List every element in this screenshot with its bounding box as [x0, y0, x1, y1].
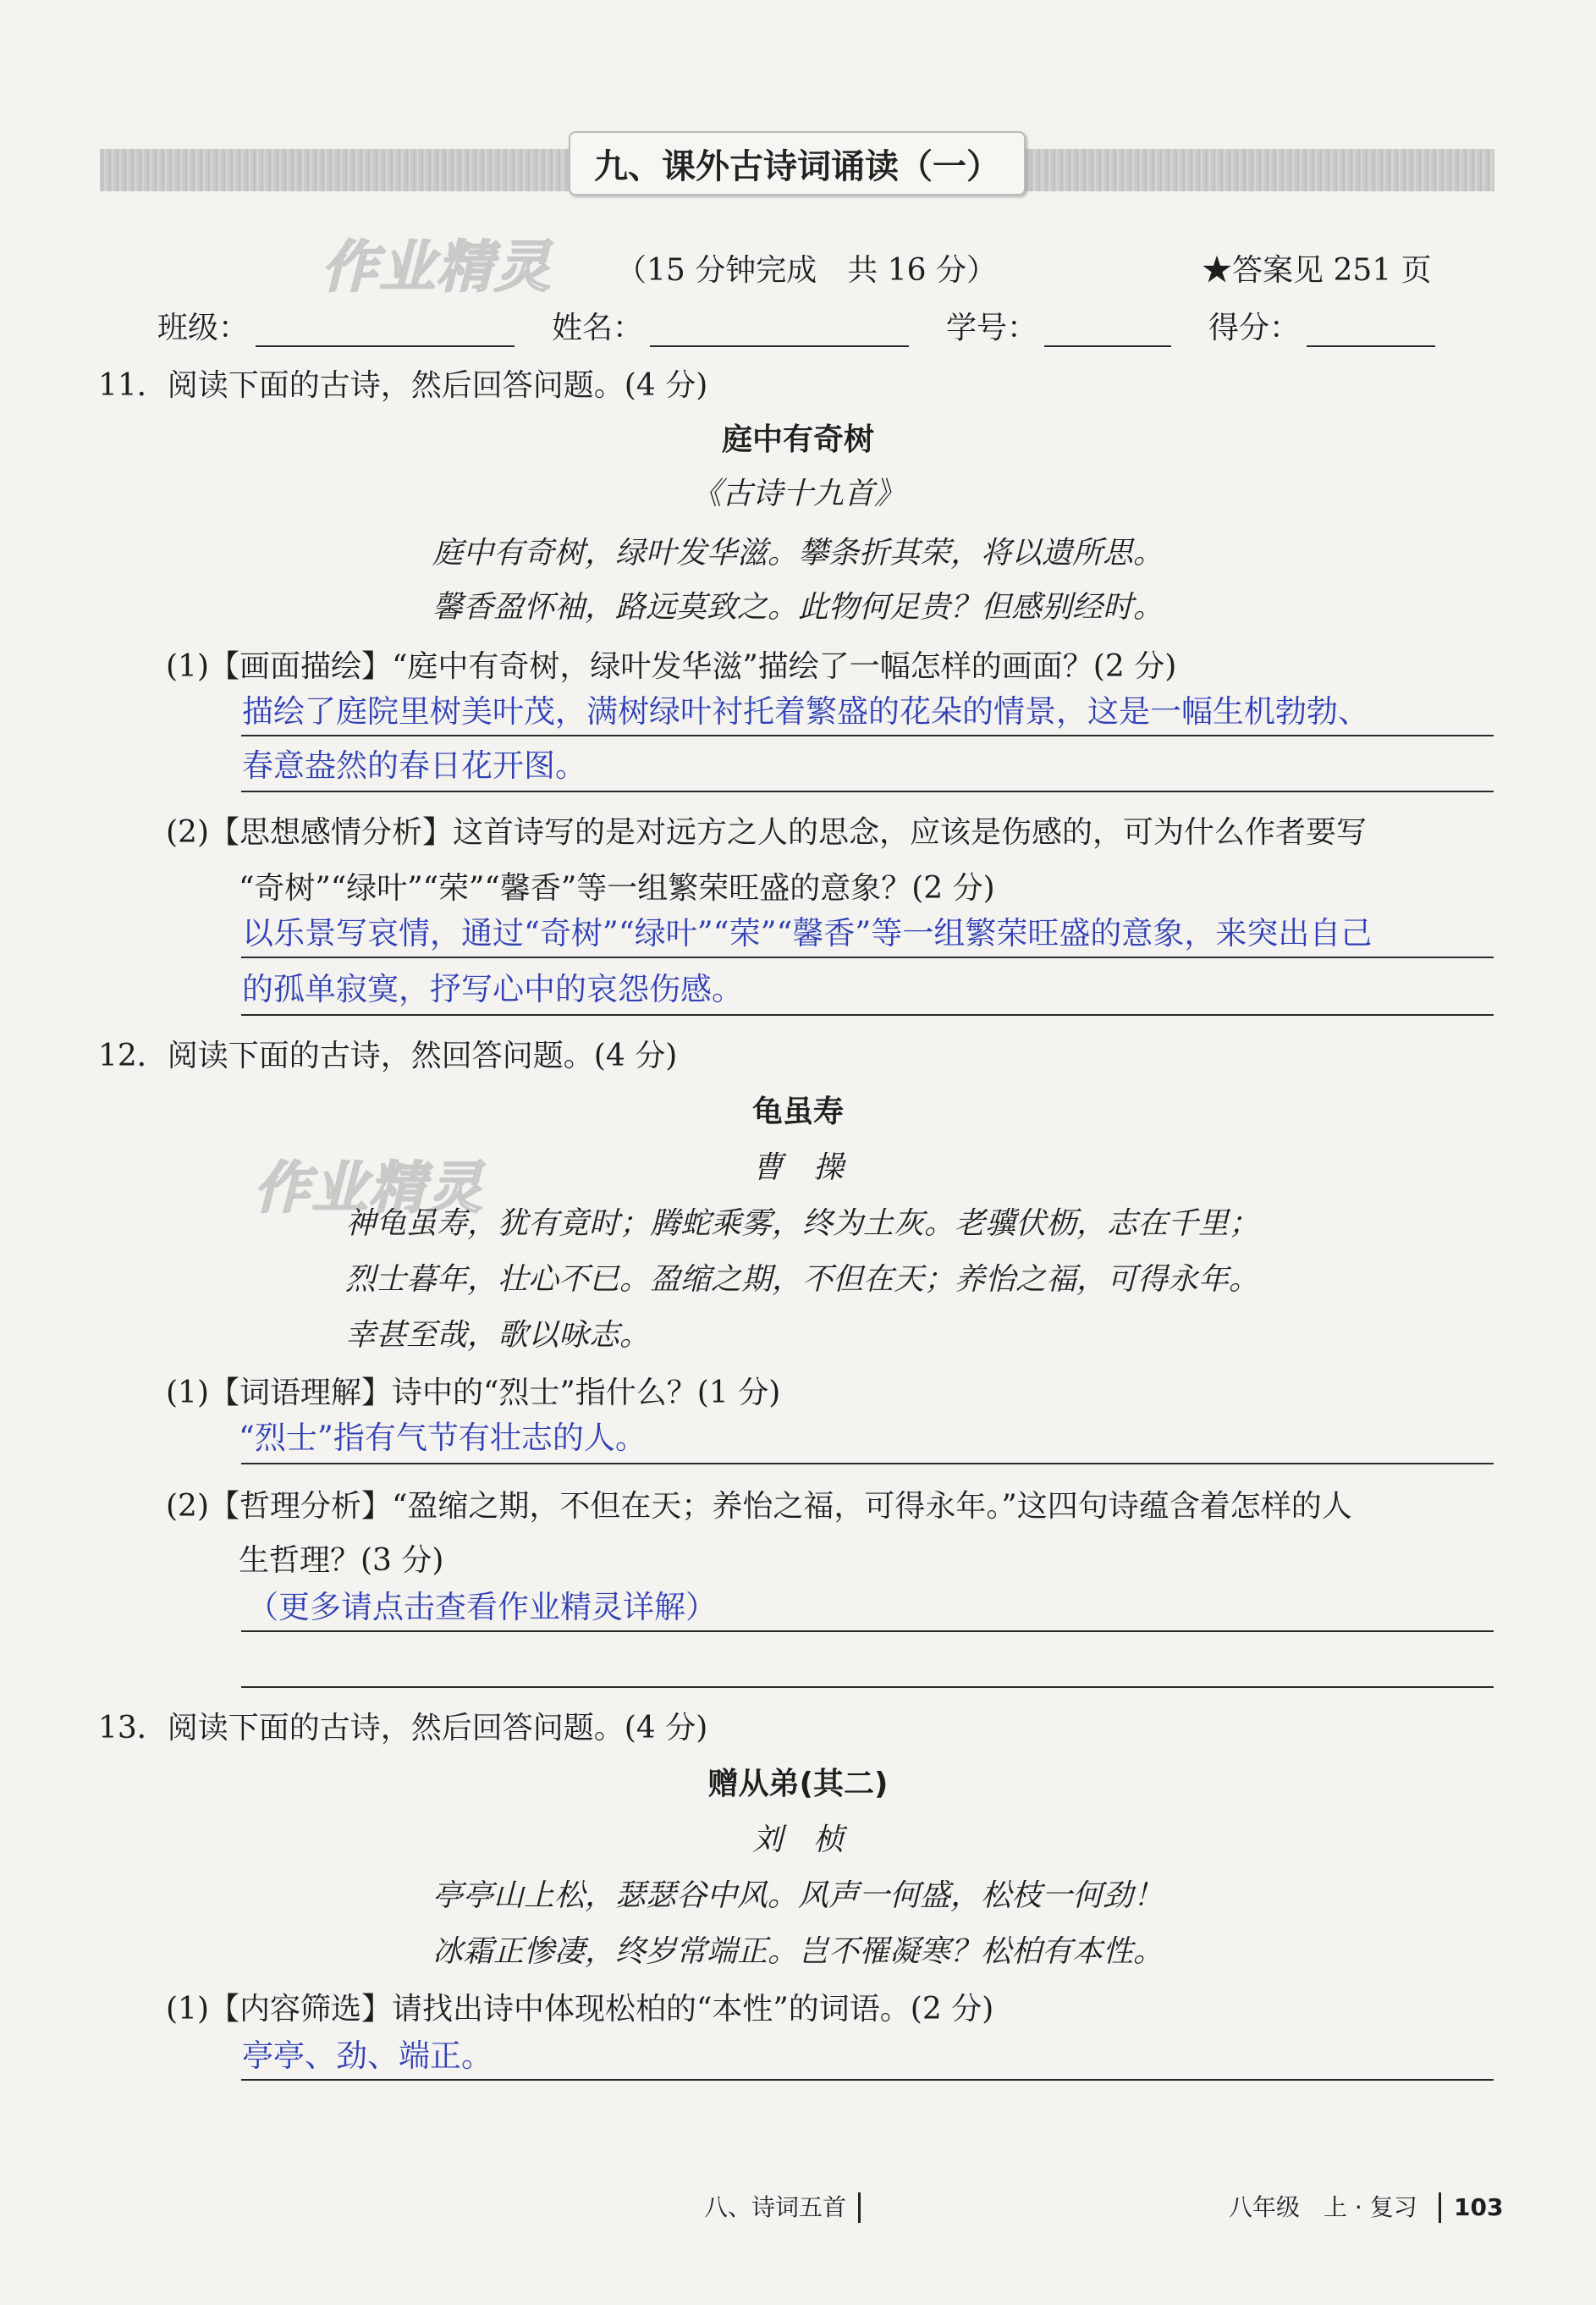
q13-sub1-question: (1)【内容筛选】请找出诗中体现松柏的“本性”的词语。(2 分) [166, 1992, 994, 2027]
answer-rule [241, 735, 1494, 736]
q11-sub1-question: (1)【画面描绘】“庭中有奇树，绿叶发华滋”描绘了一幅怎样的画面？(2 分) [166, 649, 1177, 684]
field-score-label: 得分： [1208, 311, 1301, 345]
q13-poem-author: 刘 桢 [751, 1822, 844, 1857]
footer-grade: 八年级 上 · 复习 [1229, 2193, 1417, 2221]
field-name-blank[interactable] [650, 345, 909, 347]
q13-poem-line: 亭亭山上松，瑟瑟谷中风。风声一何盛，松枝一何劲！ [432, 1878, 1164, 1913]
q11-poem-source: 《古诗十九首》 [691, 477, 905, 511]
watermark: 作业精灵 [254, 1155, 484, 1221]
field-id-label: 学号： [946, 311, 1038, 345]
answer-reference: ★答案见 251 页 [1202, 253, 1432, 288]
q11-sub2-answer-line[interactable]: 以乐景写哀情，通过“奇树”“绿叶”“荣”“馨香”等一组繁荣旺盛的意象，来突出自己 [242, 915, 1373, 951]
q11-sub2-question: “奇树”“绿叶”“荣”“馨香”等一组繁荣旺盛的意象？(2 分) [239, 871, 995, 906]
footer-divider [858, 2192, 861, 2223]
q12-sub2-question: (2)【哲理分析】“盈缩之期，不但在天；养怡之福，可得永年。”这四句诗蕴含着怎样的人 [166, 1489, 1352, 1524]
q12-poem-line: 烈士暮年，壮心不已。盈缩之期，不但在天；养怡之福，可得永年。 [345, 1262, 1260, 1297]
q12-stem: 12．阅读下面的古诗，然回答问题。(4 分) [98, 1039, 678, 1073]
field-id-blank[interactable] [1044, 345, 1171, 347]
q11-poem-line: 庭中有奇树，绿叶发华滋。攀条折其荣，将以遗所思。 [432, 536, 1164, 571]
q12-poem-title: 龟虽寿 [751, 1095, 844, 1129]
answer-rule [241, 791, 1494, 792]
q11-sub2-answer-line[interactable]: 的孤单寂寞，抒写心中的哀怨伤感。 [242, 971, 743, 1007]
field-score-blank[interactable] [1307, 345, 1435, 347]
q12-poem-line: 幸甚至哉，歌以咏志。 [345, 1318, 651, 1353]
q13-poem-title: 赠从弟(其二) [707, 1767, 889, 1801]
time-info: （15 分钟完成 共 16 分） [616, 253, 997, 288]
footer-divider [1439, 2192, 1441, 2223]
q13-sub1-answer[interactable]: 亭亭、劲、端正。 [242, 2038, 493, 2074]
answer-rule [241, 1686, 1494, 1688]
q12-sub2-question: 生哲理？(3 分) [239, 1543, 444, 1578]
q12-sub1-answer[interactable]: “烈士”指有气节有壮志的人。 [239, 1420, 647, 1456]
q11-sub1-answer-line[interactable]: 春意盎然的春日花开图。 [242, 747, 586, 784]
answer-rule [241, 1463, 1494, 1464]
answer-rule [241, 2079, 1494, 2081]
q12-poem-line: 神龟虽寿，犹有竟时；腾蛇乘雾，终为土灰。老骥伏枥，志在千里； [345, 1206, 1260, 1241]
answer-rule [241, 957, 1494, 958]
answer-rule [241, 1014, 1494, 1016]
q13-poem-line: 冰霜正惨凄，终岁常端正。岂不罹凝寒？松柏有本性。 [432, 1934, 1164, 1969]
field-name-label: 姓名： [552, 311, 644, 345]
field-class-blank[interactable] [256, 345, 515, 347]
q12-poem-author: 曹 操 [751, 1150, 844, 1185]
footer-chapter: 八、诗词五首 [704, 2193, 847, 2221]
page-number: 103 [1454, 2193, 1504, 2221]
q11-poem-title: 庭中有奇树 [721, 422, 874, 457]
field-class-label: 班级： [157, 311, 250, 345]
q12-sub2-answer-link[interactable]: （更多请点击查看作业精灵详解） [247, 1589, 717, 1625]
q12-sub1-question: (1)【词语理解】诗中的“烈士”指什么？(1 分) [166, 1376, 781, 1410]
watermark: 作业精灵 [322, 234, 552, 300]
answer-rule [241, 1630, 1494, 1632]
q13-stem: 13．阅读下面的古诗，然后回答问题。(4 分) [98, 1711, 708, 1745]
q11-poem-line: 馨香盈怀袖，路远莫致之。此物何足贵？但感别经时。 [432, 590, 1164, 625]
q11-sub1-answer-line[interactable]: 描绘了庭院里树美叶茂，满树绿叶衬托着繁盛的花朵的情景，这是一幅生机勃勃、 [242, 693, 1369, 730]
section-title: 九、课外古诗词诵读（一） [569, 131, 1026, 196]
q11-sub2-question: (2)【思想感情分析】这首诗写的是对远方之人的思念，应该是伤感的，可为什么作者要写 [166, 815, 1367, 850]
q11-stem: 11．阅读下面的古诗，然后回答问题。(4 分) [98, 368, 708, 403]
